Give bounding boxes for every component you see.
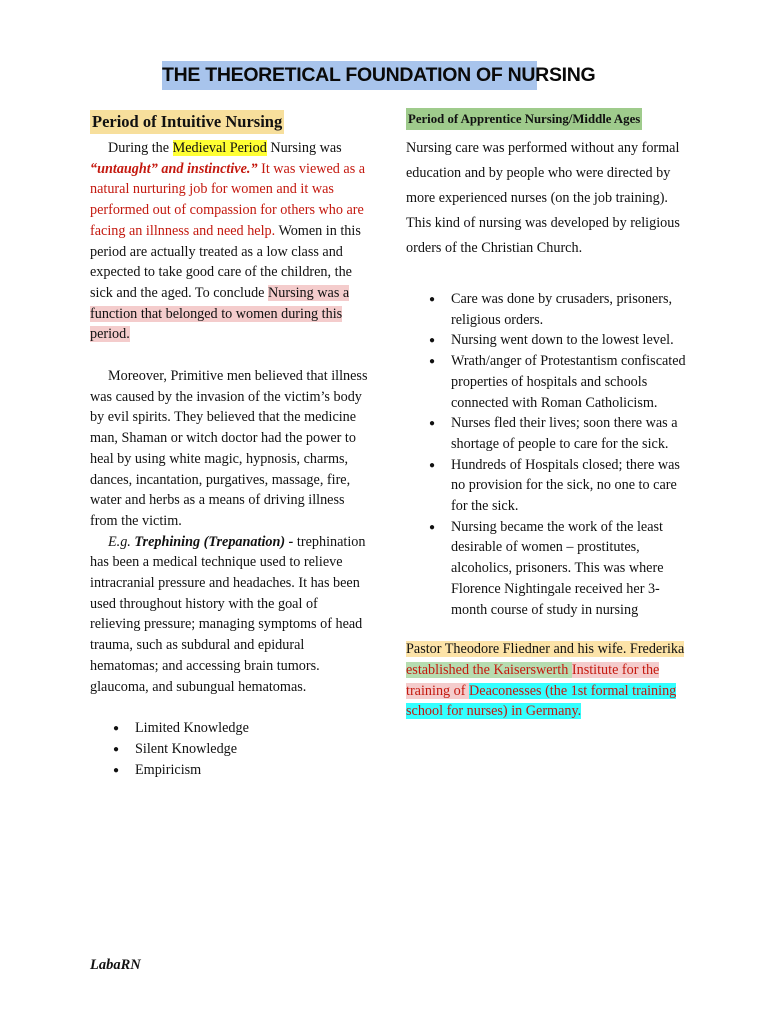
list-item: ● Nursing became the work of the least desirable of women – prostitutes, alcoholics, prisoners. This was where Florence Nightingale received her 3-month course of study in nursing bbox=[451, 517, 696, 621]
untaught-instinctive-phrase: “untaught” and instinctive.” bbox=[90, 160, 258, 177]
list-item: ● Hundreds of Hospitals closed; there was no provision for the sick, no one to care for the sick. bbox=[451, 455, 696, 517]
list-item: ● Silent Knowledge bbox=[135, 739, 370, 760]
section-heading-intuitive: Period of Intuitive Nursing bbox=[90, 110, 284, 134]
paragraph-kaiserswerth: Pastor Theodore Fliedner and his wife. Frederika established the Kaiserswerth Institute for the training of Deaconesses (the 1st formal training school for nurses) in Germany. bbox=[406, 641, 685, 720]
paragraph-apprentice: Nursing care was performed without any formal education and by people who were directed by more experienced nurses (on the job training). This kind of nursing was developed by religious orders of the Christian Church. bbox=[406, 140, 680, 256]
paragraph-trephining: E.g. Trephining (Trepanation) - trephination has been a medical technique used to relieve intracranial pressure and headaches. It has been used throughout history with the goal of relieving pressure; managing symptoms of head trauma, such as subdural and epidural hematomas; and accessing brain tumors. glaucoma, and subungual hematomas. bbox=[90, 533, 366, 695]
highlight-medieval-period: Medieval Period bbox=[172, 140, 267, 156]
list-item: ● Empiricism bbox=[135, 760, 370, 781]
list-item: ● Nurses fled their lives; soon there was a shortage of people to care for the sick. bbox=[451, 413, 696, 454]
list-item: ● Nursing went down to the lowest level. bbox=[451, 330, 696, 351]
page-title: THE THEORETICAL FOUNDATION OF NURSING bbox=[162, 61, 537, 90]
footer-author: LabaRN bbox=[90, 957, 141, 973]
right-column bbox=[406, 108, 696, 722]
apprentice-bullet-list bbox=[406, 289, 696, 620]
paragraph-primitive-men: Moreover, Primitive men believed that illness was caused by the invasion of the victim’s body by evil spirits. They believed that the medicine man, Shaman or witch doctor had the power to heal by using white magic, hypnosis, charms, dances, incantation, purgatives, massage, fire, water and herbs as a means of driving illness from the victim. bbox=[90, 368, 368, 529]
paragraph-intuitive-intro: During the Medieval Period Nursing was “untaught” and instinctive.” It was viewed as a natural nurturing job for women and it was performed out of compassion for others who are facing an illnness and need help. Women in this period are actually treated as a low class and expected to take good care of the children, the sick and the aged. To conclude Nursing was a function that belonged to women during this period. bbox=[90, 140, 366, 343]
intuitive-bullet-list bbox=[90, 718, 370, 780]
left-column bbox=[90, 110, 370, 780]
list-item: ● Care was done by crusaders, prisoners, religious orders. bbox=[451, 289, 696, 330]
highlight-conclusion: Nursing was a function that belonged to women during this period. bbox=[90, 284, 350, 343]
section-heading-apprentice: Period of Apprentice Nursing/Middle Ages bbox=[406, 108, 642, 130]
list-item: ● Wrath/anger of Protestantism confiscated properties of hospitals and schools connected with Roman Catholicism. bbox=[451, 351, 696, 413]
list-item: ● Limited Knowledge bbox=[135, 718, 370, 739]
